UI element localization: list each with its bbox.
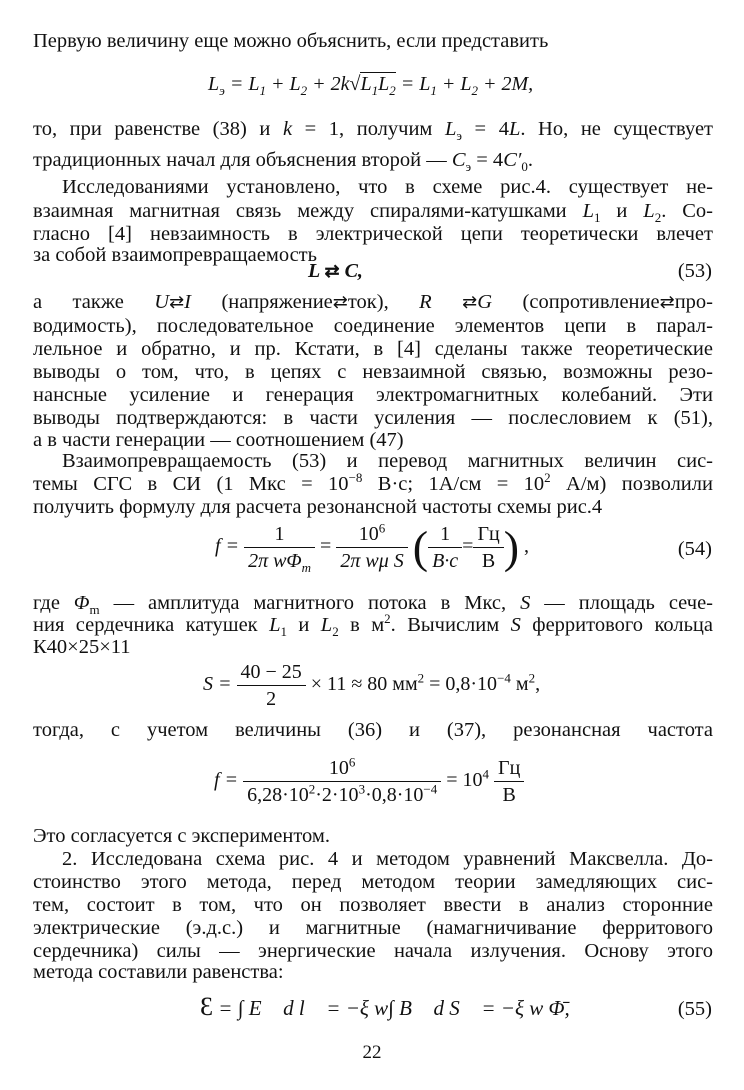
equation-number: (53) (677, 260, 712, 282)
text-line: темы СГС в СИ (1 Мкс = $10^{-8}$ В·с; $1А/см = 10^2$ А/м) позволили (33, 470, 713, 495)
equation-area: S = $\frac{40 - 25}{2}$ × 11 ≈ 80 $мм^2 = 0,8\cdot 10^{-4}$ $м^2$, (203, 661, 541, 710)
text-line: лельное и обратно, и пр. Кстати, в [4] сделаны также теоретические (33, 338, 713, 360)
text-line: то, при равенстве (38) и k = 1, получим $L_э = 4L$. Но, не существует (33, 118, 714, 144)
text-line: 2. Исследована схема рис. 4 и методом уравнений Максвелла. До- (62, 848, 713, 870)
text-line: нансные усиление и генерация электромагнитных колебаний. Эти (33, 384, 713, 406)
text-line: тогда, с учетом величины (36) и (37), резонансная частота (33, 719, 713, 741)
equation-number: (55) (677, 998, 712, 1020)
bidirectional-arrow-icon: ⇄ (659, 292, 675, 312)
bidirectional-arrow-icon: ⇄ (324, 261, 340, 281)
equation-inductance-sum: $L_э = L_1 + L_2 + 2k√L_1L_2 = L_1 + L_2 + 2M$, (208, 73, 534, 98)
text-line: водимость), последовательное соединение элементов цепи в парал- (33, 315, 713, 337)
text-line: Исследованиями установлено, что в схеме рис.4. существует не- (62, 176, 713, 198)
text-line: взаимная магнитная связь между спиралями-катушками $L_1$ и $L_2$. Со- (33, 200, 713, 226)
text-line: стоинство этого метода, перед методом теории замедляющих сис- (33, 871, 713, 893)
equation-number: (54) (677, 538, 712, 560)
text-line: метода составили равенства: (33, 961, 284, 983)
page-number: 22 (362, 1042, 382, 1063)
text-line: тем, состоит в том, что он позволяет ввести в анализ сторонние (33, 894, 713, 916)
text-line: Первую величину еще можно объяснить, если представить (33, 30, 549, 52)
text-line: а также U⇄I (напряжение⇄ток), R ⇄G (сопротивление⇄про- (33, 291, 714, 313)
text-line: а в части генерации — соотношением (47) (33, 429, 404, 451)
text-line: традиционных начал для объяснения второй — $C_э = 4C'_0$. (33, 149, 533, 175)
text-line: выводы подтверждаются: в части усиления — послесловием к (51), (33, 407, 713, 429)
text-line: Взаимопревращаемость (53) и перевод магнитных величин сис- (62, 450, 713, 472)
text-line: гласно [4] невзаимность в электрической цепи теоретически влечет (33, 223, 713, 245)
text-line: выводы о том, что, в цепях с невзаимной связью, возможны резо- (33, 361, 713, 383)
text-line: за собой взаимопревращаемость (33, 244, 317, 266)
equation-resonance: f = $\frac{10^6}{6,28\cdot 10^2\cdot 2\cdot 10^3\cdot 0,8\cdot 10^{-4}}$ = $10^4$ $\frac{Гц}{В}$ (214, 756, 524, 812)
text-line: Это согласуется с экспериментом. (33, 825, 330, 847)
text-line: где $\Phi_m$ — амплитуда магнитного потока в Мкс, S — площадь сече- (33, 592, 714, 618)
equation-55: Ɛ = ∫ E⃗ d l⃗ = −ξ w∫ B⃗ d S⃗ = −ξ w Φ̄, (200, 992, 570, 1021)
bidirectional-arrow-icon: ⇄ (462, 292, 478, 312)
equation-54: f = $\frac{1}{2\pi w\Phi_m}$ = $\frac{10^6}{\text{2π wμ S}}$ ( $\frac{1}{B\cdot c}$ = $\frac{Гц}{В}$ ) , (215, 520, 530, 575)
text-line: ния сердечника катушек $L_1$ и $L_2$ в $м^2$. Вычислим S ферритового кольца (33, 611, 713, 640)
bidirectional-arrow-icon: ⇄ (332, 292, 348, 312)
text-line: К40×25×11 (33, 636, 131, 658)
text-line: электрические (э.д.с.) и магнитные (намагничивание ферритового (33, 917, 713, 939)
equation-53: L ⇄ C, (308, 260, 363, 282)
bidirectional-arrow-icon: ⇄ (169, 292, 185, 312)
text-line: сердечника) силы — энергические начала излучения. Основу этого (33, 940, 713, 962)
text-line: получить формулу для расчета резонансной частоты схемы рис.4 (33, 496, 603, 518)
